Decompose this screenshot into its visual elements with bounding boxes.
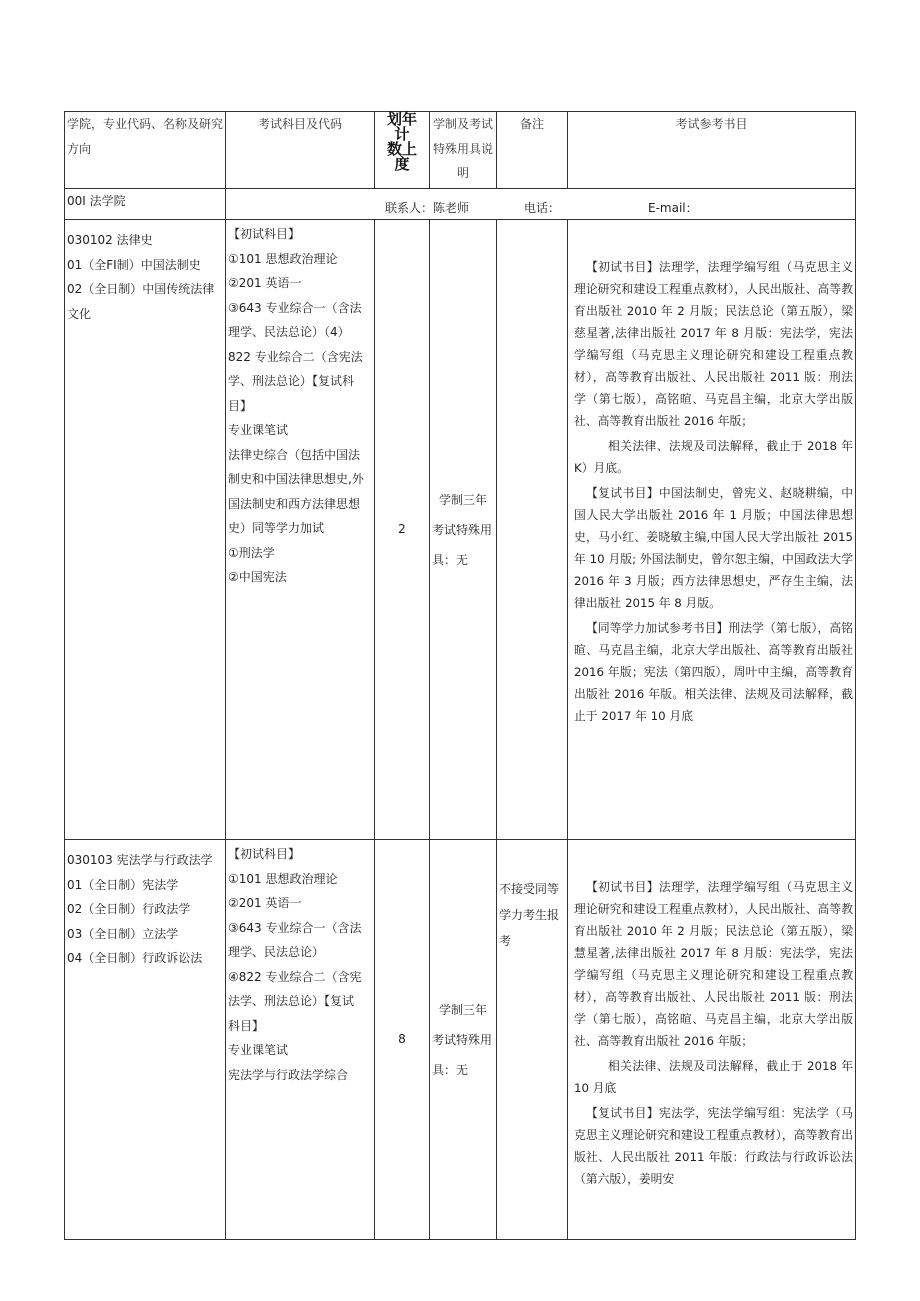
exam-line: ③643 专业综合一（含法 bbox=[228, 920, 362, 935]
program-line: 01（全日制）宪法学 bbox=[67, 877, 179, 892]
exam-line: 制史和中国法律思想史,外 bbox=[228, 472, 364, 486]
program-line: 02（全日制）中国传统法律 bbox=[67, 282, 215, 296]
system-cell bbox=[430, 840, 497, 1240]
contact-person: 联系人：陈老师 bbox=[385, 201, 470, 215]
program-line: 02（全日制）行政法学 bbox=[67, 902, 191, 916]
exam-cell bbox=[226, 220, 375, 840]
header-row bbox=[65, 112, 856, 189]
admissions-table bbox=[64, 111, 856, 1240]
contact-email: E-mail： bbox=[648, 201, 698, 215]
exam-line: 理学、民法总论） bbox=[228, 945, 325, 959]
books-paragraph: 【初试书目】法理学，法理学编写组（马克思主义理论研究和建设工程重点教材），人民出版社、高等教育出版社 2010 年 2 月版；民法总论（第五版），梁慈星著,法律出版社 2017 年 8 月版：宪法学，宪法学编写组（马克思主义理论研究和建设工程重点教材），高等教育出版社、人民出版社 2011 版：刑法学（第七版），高铭暄、马克昌主编，北京大学出版社、高等教育出版社 2016 年版； bbox=[574, 260, 853, 428]
exam-line: 法学、刑法总论）【复试 bbox=[228, 994, 355, 1008]
header-exam: 考试科目及代码 bbox=[226, 112, 375, 189]
exam-line: ②201 英语一 bbox=[228, 276, 302, 290]
department-contact bbox=[226, 189, 856, 220]
header-plan-line: 数上 bbox=[386, 140, 417, 158]
plan-count: 8 bbox=[375, 840, 430, 1240]
books-paragraph: 【初试书目】法理学，法理学编写组（马克思主义理论研究和建设工程重点教材），人民出版社、高等教育出版社 2010 年 2 月版；民法总论（第五版），梁慧星著,法律出版社 2017 年 8 月版：宪法学，宪法学编写组（马克思主义理论研究和建设工程重点教材），高等教育出版社、人民出版社 2011 版：刑法学（第七版），高铭暄、马克昌主编，北京大学出版社、高等教育出版社 2016 年版； bbox=[574, 880, 853, 1048]
exam-line: ①刑法学 bbox=[228, 545, 275, 560]
system-line: 学制三年 bbox=[438, 492, 487, 507]
exam-line: 理学、民法总论）（4） bbox=[228, 325, 350, 339]
system-line: 具：无 bbox=[432, 1062, 469, 1077]
exam-line: 法律史综合（包括中国法 bbox=[228, 447, 361, 462]
program-line: 04（全日制）行政诉讼法 bbox=[67, 951, 203, 965]
contact-phone: 电话： bbox=[524, 201, 561, 215]
program-line: 01（全FI制）中国法制史 bbox=[67, 257, 201, 272]
exam-line: 【初试科目】 bbox=[228, 847, 301, 861]
program-cell bbox=[65, 220, 226, 840]
table-row bbox=[65, 220, 856, 840]
header-plan-line: 度 bbox=[394, 155, 410, 173]
books-paragraph: 相关法律、法规及司法解释，截止于 2018 年 10 月底 bbox=[574, 1059, 853, 1095]
exam-line: 专业课笔试 bbox=[228, 423, 289, 437]
exam-line: ①101 思想政治理论 bbox=[228, 871, 338, 886]
exam-cell bbox=[226, 840, 375, 1240]
exam-line: ②201 英语一 bbox=[228, 896, 302, 910]
exam-line: 史）同等学力加试 bbox=[228, 521, 325, 535]
exam-line: 宪法学与行政法学综合 bbox=[228, 1067, 349, 1082]
system-line: 学制三年 bbox=[438, 1002, 487, 1017]
books-paragraph: 相关法律、法规及司法解释，截止于 2018 年 K）月底。 bbox=[574, 439, 853, 475]
exam-line: 国法制史和西方法律思想 bbox=[228, 496, 361, 511]
header-remark: 备注 bbox=[497, 112, 568, 189]
header-books: 考试参考书目 bbox=[568, 112, 856, 189]
books-paragraph: 【复试书目】宪法学，宪法学编写组：宪法学（马克思主义理论研究和建设工程重点教材），高等教育出版社、人民出版社 2011 年版：行政法与行政诉讼法（第六版），姜明安 bbox=[574, 1106, 853, 1186]
header-system: 学制及考试特殊用具说明 bbox=[430, 112, 497, 189]
exam-line: ③643 专业综合一（含法 bbox=[228, 300, 362, 315]
program-line: 03（全日制）立法学 bbox=[67, 926, 179, 941]
table-row bbox=[65, 840, 856, 1240]
header-program: 学院，专业代码、名称及研究方向 bbox=[65, 112, 226, 189]
exam-line: ②中国宪法 bbox=[228, 570, 287, 584]
system-line: 具：无 bbox=[432, 552, 469, 567]
department-row bbox=[65, 189, 856, 220]
books-cell bbox=[568, 220, 856, 840]
books-paragraph: 【复试书目】中国法制史，曾宪义、赵晓耕编，中国人民大学出版社 2016 年 1 月版；中国法律思想史，马小红、姜晓敏主编,中国人民大学出版社 2015 年 10 月版; 外国法制史，曾尔恕主编，中国政法大学 2016 年 3 月版；西方法律思想史，严存生主编，法律出版社 2015 年 8 月版。 bbox=[574, 486, 853, 610]
exam-line: ①101 思想政治理论 bbox=[228, 251, 338, 266]
header-plan bbox=[375, 112, 430, 189]
books-cell bbox=[568, 840, 856, 1240]
exam-line: 目】 bbox=[228, 398, 253, 413]
remark-cell bbox=[497, 220, 568, 840]
remark-cell: 不接受同等学力考生报考 bbox=[497, 840, 568, 1240]
books-paragraph: 【同等学力加试参考书目】刑法学（第七版），高铭暄、马克昌主编，北京大学出版社、高等教育出版社 2016 年版；宪法（第四版），周叶中主编，高等教育出版社 2016 年版。相关法律、法规及司法解释，截止于 2017 年 10 月底 bbox=[574, 621, 853, 723]
system-line: 考试特殊用 bbox=[432, 1032, 493, 1047]
program-line: 030103 宪法学与行政法学 bbox=[67, 853, 213, 867]
header-plan-line: 计 bbox=[394, 125, 410, 143]
exam-line: 专业课笔试 bbox=[228, 1043, 289, 1057]
exam-line: 822 专业综合二（含宪法 bbox=[228, 349, 363, 364]
exam-line: 科目】 bbox=[228, 1018, 265, 1033]
system-cell bbox=[430, 220, 497, 840]
exam-line: 【初试科目】 bbox=[228, 227, 301, 241]
exam-line: 学、刑法总论）【复试科 bbox=[228, 374, 355, 388]
plan-count: 2 bbox=[375, 220, 430, 840]
system-line: 考试特殊用 bbox=[432, 522, 493, 537]
program-line: 文化 bbox=[67, 306, 92, 321]
program-line: 030102 法律史 bbox=[67, 233, 153, 247]
exam-line: ④822 专业综合二（含宪 bbox=[228, 969, 362, 984]
program-cell bbox=[65, 840, 226, 1240]
department-name: 00I 法学院 bbox=[65, 189, 226, 220]
header-plan-line: 划年 bbox=[386, 110, 417, 128]
